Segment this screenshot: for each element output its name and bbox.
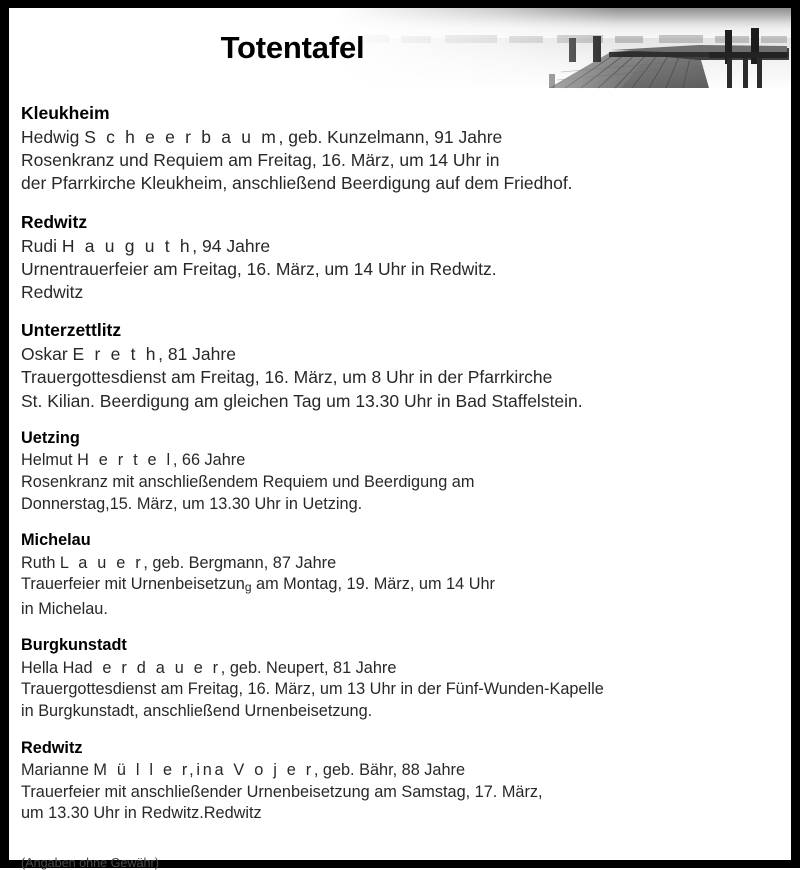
entry-detail-line: Donnerstag,15. März, um 13.30 Uhr in Uetzing.	[21, 494, 363, 513]
obituary-entry	[21, 102, 779, 196]
entry-place: Unterzettlitz	[21, 320, 122, 341]
entry-surname: d e r d a u e r	[83, 658, 221, 677]
entry-detail-line: Trauerfeier mit anschließender Urnenbeisetzung am Samstag, 17. März,	[21, 782, 543, 801]
entry-name-line	[21, 126, 779, 149]
entry-detail-line: St. Kilian. Beerdigung am gleichen Tag um 13.30 Uhr in Bad Staffelstein.	[21, 390, 583, 411]
entry-name-line	[21, 343, 779, 366]
entry-name-suffix: , 66 Jahre	[172, 451, 246, 470]
entry-detail-line: Trauergottesdienst am Freitag, 16. März, um 13 Uhr in der Fünf-Wunden-Kapelle	[21, 680, 604, 699]
entry-name-line	[21, 760, 779, 782]
entry-place: Michelau	[21, 531, 91, 550]
entry-name-suffix: , geb. Kunzelmann, 91 Jahre	[278, 127, 503, 147]
entry-surname: S c h e e r b a u m	[84, 127, 279, 147]
entry-surname: E r e t h	[72, 344, 159, 365]
header-banner	[9, 8, 791, 88]
entry-place: Redwitz	[21, 738, 83, 757]
obituary-entry	[21, 211, 779, 305]
entry-name-suffix: , geb. Bergmann, 87 Jahre	[143, 553, 337, 572]
entry-name-line	[21, 235, 779, 258]
entry-detail-line: Rosenkranz und Requiem am Freitag, 16. März, um 14 Uhr in	[21, 150, 500, 171]
entry-name-suffix: , geb. Bähr, 88 Jahre	[313, 761, 466, 780]
entry-name-suffix: , 81 Jahre	[158, 344, 236, 365]
entry-place: Redwitz	[21, 211, 88, 232]
entry-given-name: Helmut	[21, 451, 78, 470]
page-sheet	[9, 8, 791, 870]
entry-detail-line	[21, 574, 779, 599]
entry-detail-line: Urnentrauerfeier am Freitag, 16. März, um 14 Uhr in Redwitz.	[21, 258, 497, 279]
entry-given-name: Ruth	[21, 553, 60, 572]
entry-detail-line: in Burgkunstadt, anschließend Urnenbeisetzung.	[21, 702, 373, 720]
entry-place: Burgkunstadt	[21, 636, 127, 655]
entry-given-name: Oskar	[21, 344, 73, 365]
entry-name-line	[21, 658, 779, 680]
entry-surname: M ü l l e r,ina V o j e r	[93, 761, 314, 780]
entry-detail-line: Redwitz	[21, 282, 84, 303]
entry-given-name: Hedwig	[21, 127, 85, 147]
obituary-entry	[21, 428, 779, 515]
obituary-entry	[21, 530, 779, 620]
entry-detail-line: um 13.30 Uhr in Redwitz.Redwitz	[21, 804, 262, 823]
entry-detail-subscript-glyph: g	[244, 580, 252, 595]
entry-surname: L a u e r	[59, 553, 144, 572]
entry-given-name: Hella Ha	[21, 658, 84, 677]
obituary-entry	[21, 319, 779, 413]
obituary-entry	[21, 635, 779, 722]
entry-detail-text: Trauerfeier mit Urnenbeisetzun	[21, 575, 245, 594]
entry-surname: H a u g u t h	[61, 235, 193, 256]
entry-place: Kleukheim	[21, 103, 110, 123]
entry-detail-line: Rosenkranz mit anschließendem Requiem und Beerdigung am	[21, 472, 475, 491]
page-title: Totentafel	[220, 30, 365, 65]
entry-name-line	[21, 553, 779, 575]
entry-detail-line: in Michelau.	[21, 599, 108, 618]
entry-detail-line: der Pfarrkirche Kleukheim, anschließend Beerdigung auf dem Friedhof.	[21, 173, 573, 194]
entry-given-name: Rudi	[21, 235, 62, 256]
entry-name-line	[21, 450, 779, 472]
obituary-list	[9, 88, 791, 825]
entry-place: Uetzing	[21, 428, 80, 447]
entry-name-suffix: , geb. Neupert, 81 Jahre	[220, 658, 397, 677]
entry-detail-line: Trauergottesdienst am Freitag, 16. März, um 8 Uhr in der Pfarrkirche	[21, 367, 553, 388]
disclaimer-note: (Angaben ohne Gewähr)	[21, 855, 159, 870]
obituary-entry	[21, 738, 779, 825]
entry-name-suffix: , 94 Jahre	[192, 235, 271, 256]
entry-given-name: Marianne	[21, 761, 94, 780]
entry-surname: H e r t e l	[77, 451, 173, 470]
entry-detail-text: am Montag, 19. März, um 14 Uhr	[251, 575, 495, 594]
